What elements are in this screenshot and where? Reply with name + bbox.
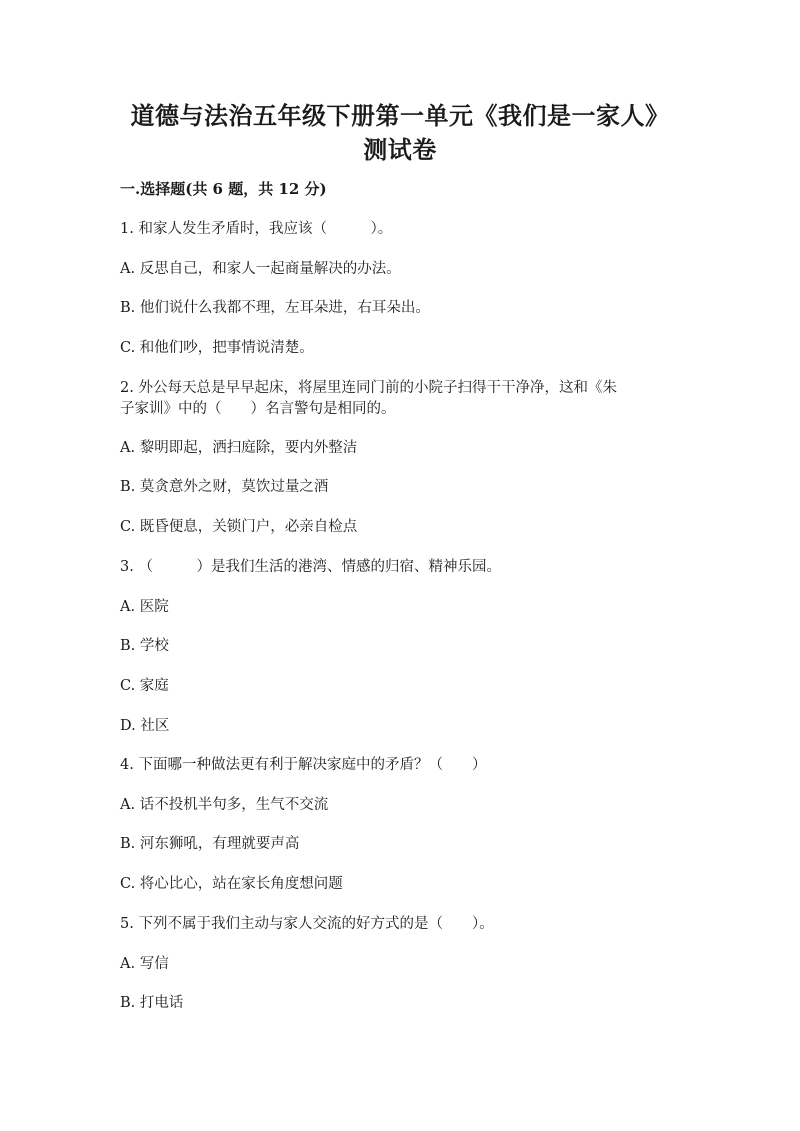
question-5-option-a: A. 写信 (120, 956, 169, 972)
document-title-line1: 道德与法治五年级下册第一单元《我们是一家人》 (130, 101, 670, 130)
question-1-stem: 1. 和家人发生矛盾时，我应该（ ）。 (120, 221, 393, 237)
question-3-stem: 3. （ ）是我们生活的港湾、情感的归宿、精神乐园。 (120, 559, 501, 575)
question-2-stem-line2: 子家训》中的（ ）名言警句是相同的。 (120, 401, 396, 417)
question-3-option-d: D. 社区 (120, 718, 170, 734)
question-1-option-b: B. 他们说什么我都不理，左耳朵进，右耳朵出。 (120, 300, 430, 316)
question-2-option-b: B. 莫贪意外之财，莫饮过量之酒 (120, 479, 329, 495)
question-4-stem: 4. 下面哪一种做法更有利于解决家庭中的矛盾？（ ） (120, 757, 487, 773)
question-2-stem-line1: 2. 外公每天总是早早起床，将屋里连同门前的小院子扫得干干净净，这和《朱 (120, 380, 617, 396)
section-heading: 一.选择题(共 6 题，共 12 分) (120, 180, 327, 198)
question-3-option-b: B. 学校 (120, 638, 169, 654)
question-2-option-c: C. 既昏便息，关锁门户，必亲自检点 (120, 519, 358, 535)
question-5-stem: 5. 下列不属于我们主动与家人交流的好方式的是（ ）。 (120, 916, 494, 932)
question-4-option-a: A. 话不投机半句多，生气不交流 (120, 797, 329, 813)
question-1-option-c: C. 和他们吵，把事情说清楚。 (120, 340, 314, 356)
question-2-option-a: A. 黎明即起，洒扫庭除，要内外整洁 (120, 440, 358, 456)
question-4-option-b: B. 河东狮吼，有理就要声高 (120, 836, 300, 852)
question-3-option-c: C. 家庭 (120, 678, 169, 694)
document-title-line2: 测试卷 (363, 135, 437, 164)
question-1-option-a: A. 反思自己，和家人一起商量解决的办法。 (120, 261, 401, 277)
question-3-option-a: A. 医院 (120, 599, 169, 615)
question-5-option-b: B. 打电话 (120, 995, 184, 1011)
question-4-option-c: C. 将心比心，站在家长角度想问题 (120, 876, 343, 892)
